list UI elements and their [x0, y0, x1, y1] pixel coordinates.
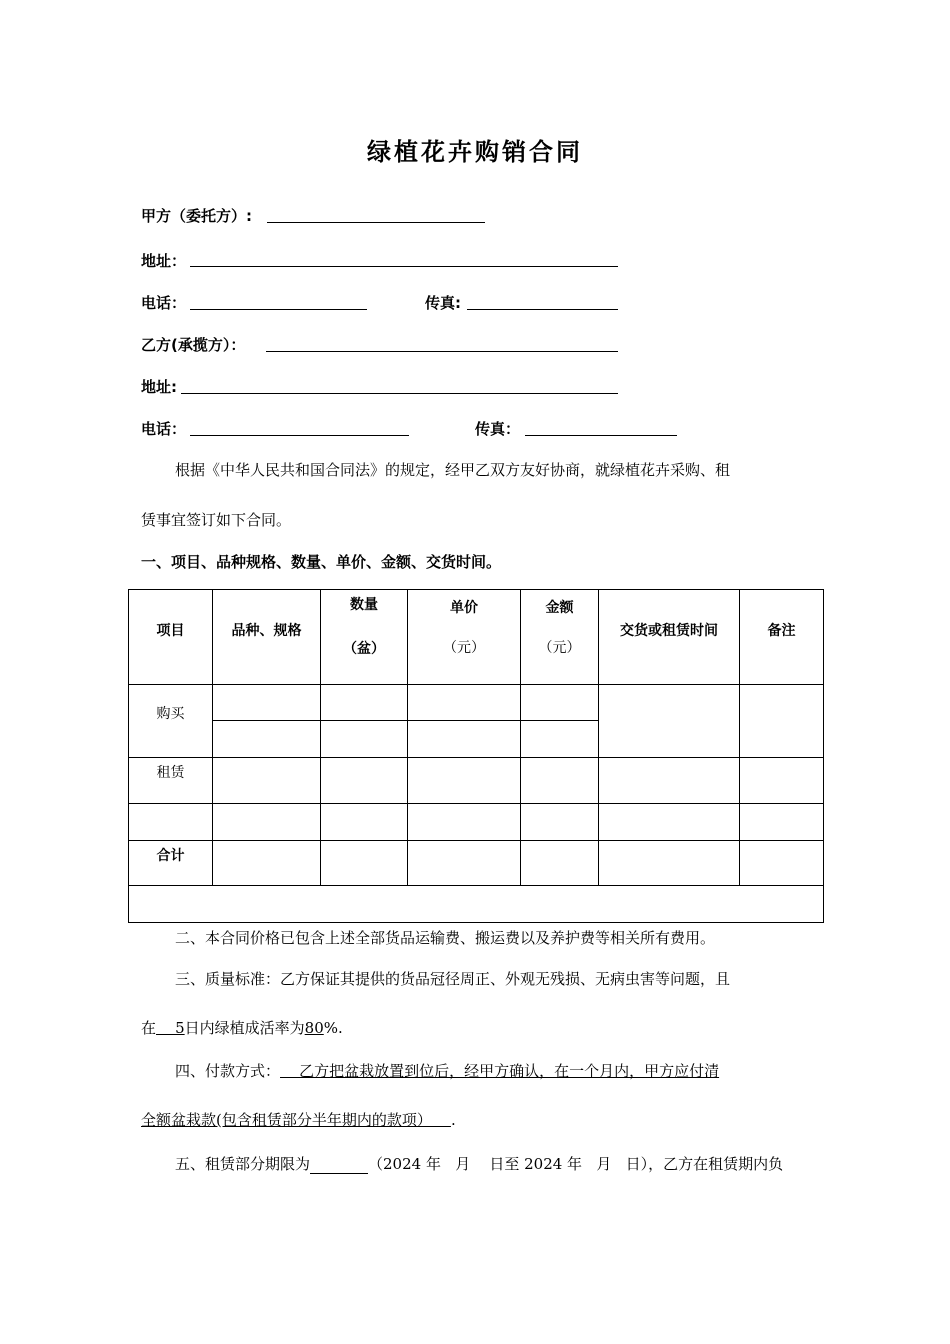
table-cell[interactable]	[740, 803, 824, 840]
clause-3-days: 5	[156, 1019, 185, 1037]
party-a-phone-label: 电话：	[141, 294, 187, 312]
table-cell[interactable]	[213, 803, 321, 840]
clause-5-post: （2024 年 月 日至 2024 年 月 日），乙方在租赁期内负	[368, 1155, 784, 1173]
table-cell[interactable]	[599, 758, 740, 803]
table-cell[interactable]	[408, 685, 521, 721]
table-cell[interactable]	[521, 721, 599, 758]
clause-3-rate: 80	[304, 1019, 324, 1037]
party-b-label: 乙方(承揽方）：	[141, 336, 246, 354]
party-a-blank[interactable]	[267, 221, 485, 223]
table-cell[interactable]	[599, 685, 740, 758]
clause-4-line-2	[141, 1109, 456, 1130]
header-price-unit: （元）	[443, 640, 485, 656]
header-price	[408, 590, 521, 685]
header-item: 项目	[129, 590, 213, 685]
table-footer-cell[interactable]	[129, 885, 824, 922]
party-a-address-label: 地址：	[141, 252, 187, 270]
party-b-blank[interactable]	[266, 350, 618, 352]
table-cell[interactable]	[740, 685, 824, 758]
table-cell[interactable]	[129, 803, 213, 840]
clause-3-pre: 在	[141, 1019, 157, 1037]
clause-3-mid: 日内绿植成活率为	[184, 1019, 305, 1037]
table-cell[interactable]	[521, 685, 599, 721]
table-cell[interactable]	[740, 840, 824, 885]
header-qty-unit: （盆）	[343, 641, 385, 657]
clause-4-line-1	[175, 1060, 719, 1081]
items-table	[128, 589, 824, 923]
intro-line-1: 根据《中华人民共和国合同法》的规定，经甲乙双方友好协商，就绿植花卉采购、租	[175, 461, 731, 479]
section-1-title: 一、项目、品种规格、数量、单价、金额、交货时间。	[141, 553, 502, 571]
table-cell[interactable]	[213, 758, 321, 803]
clause-3-line-1: 三、质量标准：乙方保证其提供的货品冠径周正、外观无残损、无病虫害等问题，且	[175, 970, 731, 988]
party-b-fax-label: 传真：	[475, 420, 521, 438]
party-a-fax-label: 传真:	[425, 294, 461, 312]
table-cell[interactable]	[213, 685, 321, 721]
party-a-address-blank[interactable]	[190, 265, 618, 267]
header-amount-unit: （元）	[538, 640, 581, 656]
clause-2: 二、本合同价格已包含上述全部货品运输费、搬运费以及养护费等相关所有费用。	[175, 929, 716, 947]
header-qty-label: 数量	[350, 597, 378, 613]
clause-4-text-2: 全额盆栽款(包含租赁部分半年期内的款项）	[141, 1111, 451, 1129]
header-time: 交货或租赁时间	[599, 590, 740, 685]
header-amount-label: 金额	[545, 600, 574, 616]
table-cell[interactable]	[599, 840, 740, 885]
header-spec: 品种、规格	[213, 590, 321, 685]
table-cell[interactable]	[321, 685, 408, 721]
party-b-fax-blank[interactable]	[525, 434, 677, 436]
clause-5-blank[interactable]	[310, 1155, 368, 1174]
header-qty	[321, 590, 408, 685]
clause-3-post: %.	[323, 1019, 343, 1037]
party-b-phone-label: 电话：	[141, 420, 187, 438]
table-cell[interactable]	[408, 721, 521, 758]
clause-5-line-1	[175, 1153, 783, 1174]
table-cell[interactable]	[321, 721, 408, 758]
clause-3-line-2	[141, 1017, 343, 1038]
party-b-address-label: 地址:	[141, 378, 177, 396]
clause-4-end: .	[450, 1111, 456, 1129]
table-cell[interactable]	[321, 840, 408, 885]
table-cell[interactable]	[213, 840, 321, 885]
party-b-phone-blank[interactable]	[190, 434, 409, 436]
party-a-fax-blank[interactable]	[467, 308, 618, 310]
table-cell[interactable]	[599, 803, 740, 840]
table-cell[interactable]	[408, 758, 521, 803]
row-total-label: 合计	[129, 840, 213, 885]
table-cell[interactable]	[321, 803, 408, 840]
header-price-label: 单价	[450, 600, 478, 616]
row-rent-label: 租赁	[129, 758, 213, 803]
document-title: 绿植花卉购销合同	[367, 138, 583, 166]
table-cell[interactable]	[521, 758, 599, 803]
header-note: 备注	[740, 590, 824, 685]
table-cell[interactable]	[521, 803, 599, 840]
header-amount	[521, 590, 599, 685]
intro-line-2: 赁事宜签订如下合同。	[141, 511, 292, 529]
table-cell[interactable]	[521, 840, 599, 885]
row-buy-label: 购买	[129, 685, 213, 758]
table-cell[interactable]	[408, 803, 521, 840]
party-b-address-blank[interactable]	[181, 392, 618, 394]
party-a-phone-blank[interactable]	[190, 308, 367, 310]
table-cell[interactable]	[740, 758, 824, 803]
table-cell[interactable]	[213, 721, 321, 758]
clause-4-label: 四、付款方式：	[175, 1062, 281, 1080]
table-cell[interactable]	[408, 840, 521, 885]
party-a-label: 甲方（委托方）:	[141, 207, 252, 225]
clause-4-text-1: 乙方把盆栽放置到位后，经甲方确认，在一个月内，甲方应付清	[280, 1062, 720, 1080]
table-cell[interactable]	[321, 758, 408, 803]
clause-5-pre: 五、租赁部分期限为	[175, 1155, 311, 1173]
